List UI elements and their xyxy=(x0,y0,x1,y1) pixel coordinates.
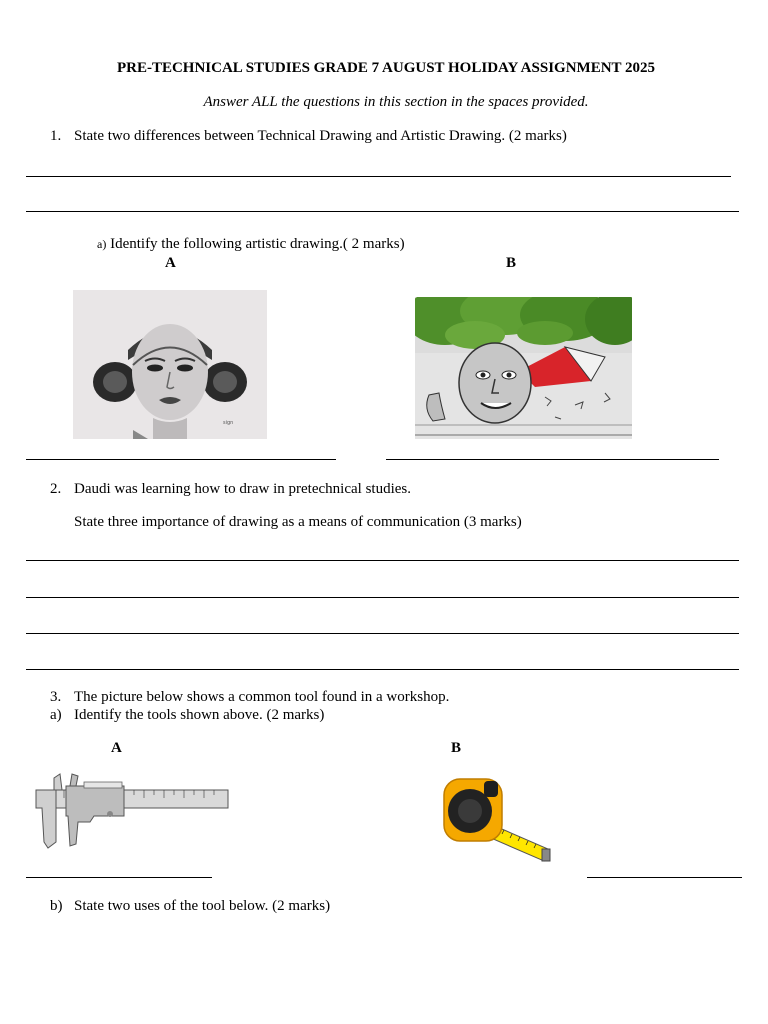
image-label-a: A xyxy=(165,255,176,271)
tool-label-a: A xyxy=(111,740,122,756)
question-2-text: Daudi was learning how to draw in pretechnical studies. xyxy=(74,481,411,497)
question-3-number: 3. xyxy=(50,689,62,705)
question-1a-text: Identify the following artistic drawing.( 2 marks) xyxy=(110,236,405,252)
answer-line[interactable] xyxy=(26,669,739,670)
answer-line-a[interactable] xyxy=(26,877,212,878)
question-3 xyxy=(50,689,449,706)
answer-line-b[interactable] xyxy=(587,877,742,878)
question-3a xyxy=(50,707,324,724)
question-1a-marker: a) xyxy=(97,237,107,251)
question-3-text: The picture below shows a common tool found in a workshop. xyxy=(74,689,450,705)
question-2-number: 2. xyxy=(50,481,62,497)
question-1-number: 1. xyxy=(50,128,62,144)
assignment-title: PRE-TECHNICAL STUDIES GRADE 7 AUGUST HOLIDAY ASSIGNMENT 2025 xyxy=(116,60,656,76)
measuring-tape-image xyxy=(440,775,554,867)
answer-line[interactable] xyxy=(26,211,739,212)
pencil-portrait-image xyxy=(73,290,267,439)
instructions: Answer ALL the questions in this section in the spaces provided. xyxy=(203,94,589,110)
question-1-text: State two differences between Technical Drawing and Artistic Drawing. (2 marks) xyxy=(74,128,567,144)
question-2 xyxy=(50,481,411,498)
question-3a-text: Identify the tools shown above. (2 marks) xyxy=(74,707,325,723)
svg-text:sign: sign xyxy=(223,420,234,426)
answer-line[interactable] xyxy=(26,597,739,598)
question-3a-marker: a) xyxy=(50,707,62,723)
answer-line[interactable] xyxy=(26,176,731,177)
vernier-caliper-image xyxy=(34,772,230,850)
answer-line-a[interactable] xyxy=(26,459,336,460)
question-3b-text: State two uses of the tool below. (2 marks) xyxy=(74,898,331,914)
answer-line[interactable] xyxy=(26,633,739,634)
answer-line-b[interactable] xyxy=(386,459,719,460)
question-1 xyxy=(50,128,567,145)
tool-label-b: B xyxy=(451,740,462,756)
answer-line[interactable] xyxy=(26,560,739,561)
question-3b-marker: b) xyxy=(50,898,63,914)
question-1a xyxy=(97,236,405,253)
street-mural-image xyxy=(415,297,632,439)
question-3b xyxy=(50,898,330,915)
image-label-b: B xyxy=(506,255,517,271)
question-2-prompt: State three importance of drawing as a means of communication (3 marks) xyxy=(74,514,522,530)
